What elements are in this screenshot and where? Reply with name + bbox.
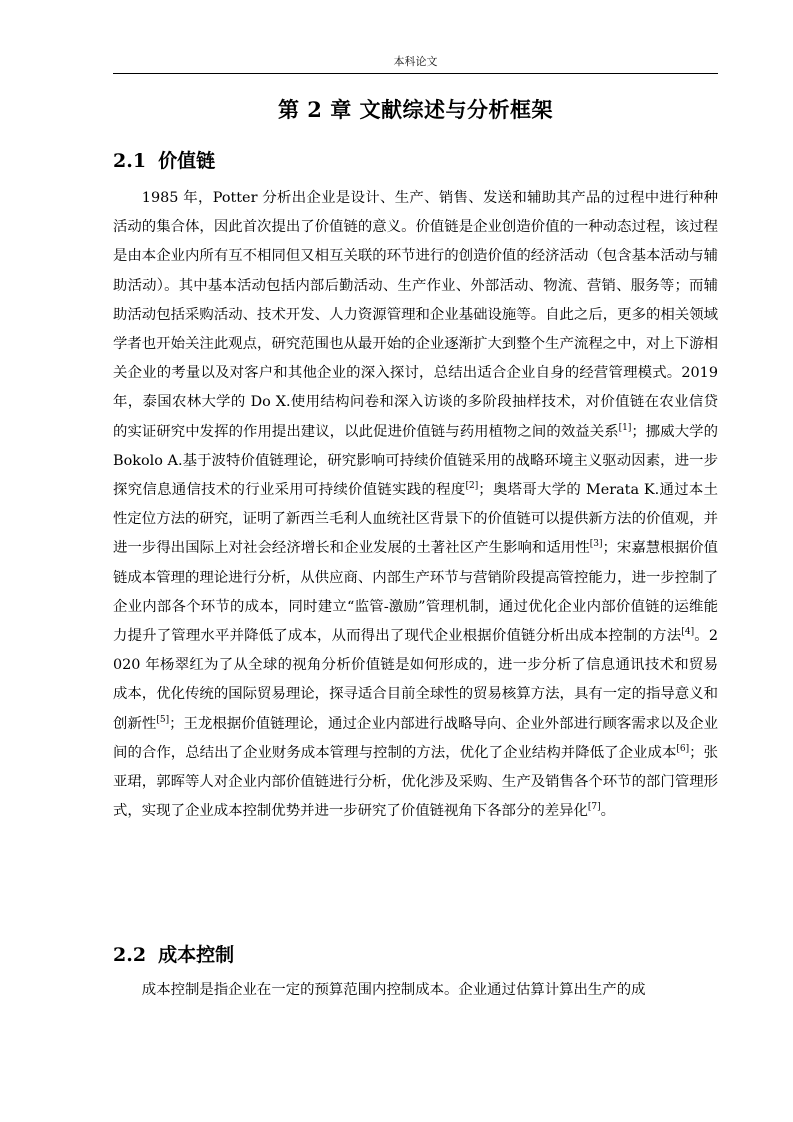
citation-ref: [4] bbox=[681, 627, 695, 638]
paragraph-text: ；挪威大学的 Bokolo A.基于波特价值链理论，研究影响可持续价值链采用的战略环境主义驱动因素，进一步探究信息通信技术的行业采用可持续价值链实践的程度 bbox=[113, 423, 718, 499]
running-header: 本科论文 bbox=[393, 55, 438, 68]
paragraph-text: ；宋嘉慧根据价值链成本管理的理论进行分析，从供应商、内部生产环节与营销阶段提高管控能力，进一步控制了企业内部各个环节的成本，同时建立“监管-激励”管理机制，通过优化企业内部价值链的运维能力提升了管理水平并降低了成本，从而得出了现代企业根据价值链分析出成本控制的方法 bbox=[113, 540, 718, 645]
section-heading-2-1 bbox=[113, 148, 215, 174]
section-2-2-paragraph bbox=[113, 976, 718, 1005]
section-number: 2.2 bbox=[113, 944, 147, 966]
paragraph-text: ；奥塔哥大学的 Merata K.通过本土性定位方法的研究，证明了新西兰毛利人血统社区背景下的价值链可以提供新方法的价值观，并进一步得出国际上对社会经济增长和企业发展的土著社区产生影响和适用性 bbox=[113, 482, 718, 557]
citation-ref: [6] bbox=[676, 744, 690, 755]
paragraph-text: 成本控制是指企业在一定的预算范围内控制成本。企业通过估算计算出生产的成 bbox=[141, 982, 646, 998]
paragraph-text: ；王龙根据价值链理论，通过企业内部进行战略导向、企业外部进行顾客需求以及企业间的合作，总结出了企业财务成本管理与控制的方法，优化了企业结构并降低了企业成本 bbox=[113, 715, 718, 761]
section-title: 价值链 bbox=[158, 150, 216, 172]
citation-ref: [1] bbox=[618, 422, 632, 433]
citation-ref: [5] bbox=[156, 714, 170, 725]
section-title: 成本控制 bbox=[158, 944, 235, 966]
section-number: 2.1 bbox=[113, 150, 147, 172]
paragraph-text: 1985 年，Potter 分析出企业是设计、生产、销售、发送和辅助其产品的过程中进行种种活动的集合体，因此首次提出了价值链的意义。价值链是企业创造价值的一种动态过程，该过程是由本企业内所有互不相同但又相互关联的环节进行的创造价值的经济活动（包含基本活动与辅助活动）。其中基本活动包括内部后勤活动、生产作业、外部活动、物流、营销、服务等；而辅助活动包括采购活动、技术开发、人力资源管理和企业基础设施等。自此之后，更多的相关领域学者也开始关注此观点，研究范围也从最开始的企业逐渐扩大到整个生产流程之中，对上下游相关企业的考量以及对客户和其他企业的深入探讨，总结出适合企业自身的经营管理模式。2019 年，泰国农林大学的 Do X.使用结构问卷和深入访谈的多阶段抽样技术，对价值链在农业信贷的实证研究中发挥的作用提出建议，以此促进价值链与药用植物之间的效益关系 bbox=[113, 190, 718, 440]
citation-ref: [3] bbox=[589, 539, 603, 550]
paragraph-text: 。2020 年杨翠红为了从全球的视角分析价值链是如何形成的，进一步分析了信息通讯技术和贸易成本，优化传统的国际贸易理论，探寻适合目前全球性的贸易核算方法，具有一定的指导意义和创新性 bbox=[113, 628, 718, 732]
paragraph-text: 。 bbox=[600, 803, 616, 820]
section-2-1-paragraph bbox=[113, 184, 718, 826]
citation-ref: [2] bbox=[465, 481, 479, 492]
section-heading-2-2 bbox=[113, 942, 234, 968]
citation-ref: [7] bbox=[587, 802, 601, 813]
header-rule bbox=[113, 73, 718, 74]
chapter-title: 第 2 章 文献综述与分析框架 bbox=[277, 97, 554, 122]
paragraph-text: ；张亚珺，郭晖等人对企业内部价值链进行分析，优化涉及采购、生产及销售各个环节的部门管理形式，实现了企业成本控制优势并进一步研究了价值链视角下各部分的差异化 bbox=[113, 744, 718, 820]
